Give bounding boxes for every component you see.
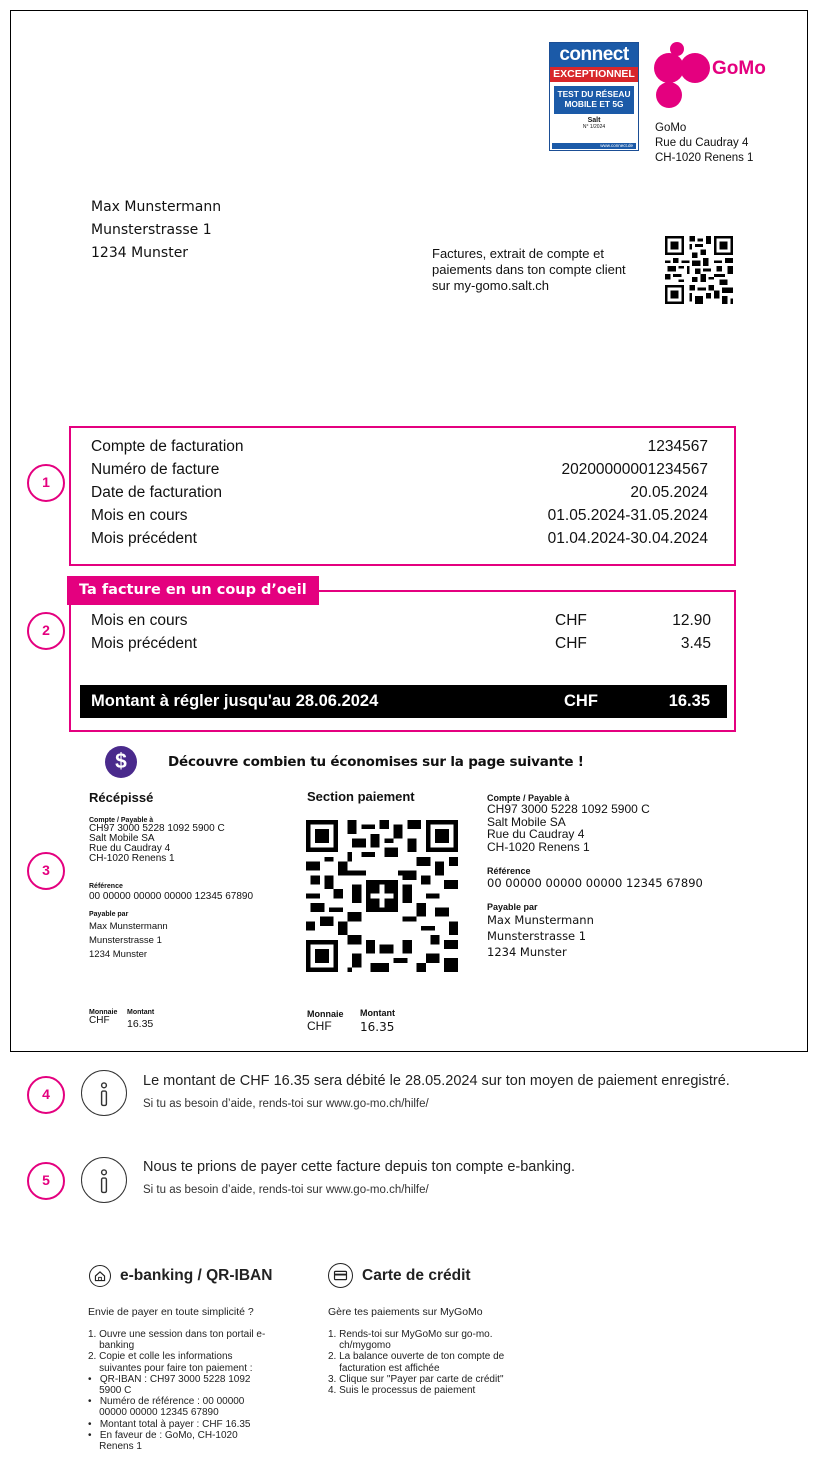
summary-amount: 3.45 bbox=[680, 635, 711, 652]
credit-card-step: 2. La balance ouverte de ton compte de bbox=[328, 1351, 505, 1363]
billing-row bbox=[91, 461, 708, 484]
receipt-account-line: Rue du Caudray 4 bbox=[89, 843, 171, 854]
total-amount: 16.35 bbox=[668, 692, 710, 710]
logo-dot bbox=[680, 53, 710, 83]
marker-5: 5 bbox=[27, 1162, 65, 1200]
badge-brand: connect bbox=[550, 43, 638, 67]
billing-value: 20200000001234567 bbox=[561, 461, 708, 478]
ebanking-step: • QR-IBAN : CH97 3000 5228 1092 bbox=[88, 1373, 251, 1385]
payment-currency bbox=[307, 1009, 344, 1033]
total-label: Montant à régler jusqu'au 28.06.2024 bbox=[91, 692, 379, 710]
billing-value: 01.04.2024-30.04.2024 bbox=[547, 530, 708, 547]
billing-row bbox=[91, 530, 708, 553]
portal-note bbox=[432, 246, 662, 294]
summary-label: Mois en cours bbox=[91, 612, 188, 629]
credit-card-step: facturation est affichée bbox=[328, 1362, 440, 1374]
badge-line2: MOBILE ET 5G bbox=[564, 99, 624, 109]
badge-operator: Salt bbox=[587, 117, 601, 124]
receipt-reference bbox=[89, 883, 253, 902]
recipient-line: 1234 Munster bbox=[91, 245, 189, 261]
payment-currency-label: Monnaie bbox=[307, 1009, 344, 1019]
receipt-account-label: Compte / Payable à bbox=[89, 817, 154, 824]
help-link-text[interactable]: Si tu as besoin d’aide, rends-toi sur www.go-mo.ch/hilfe/ bbox=[143, 1098, 429, 1110]
billing-label: Compte de facturation bbox=[91, 438, 244, 455]
receipt-payer-line: Munsterstrasse 1 bbox=[89, 935, 162, 946]
receipt-amount bbox=[127, 1009, 154, 1030]
badge-tag: EXCEPTIONNEL bbox=[550, 67, 638, 82]
badge-issue: N° 1/2024 bbox=[582, 124, 606, 130]
ebanking-steps bbox=[88, 1329, 265, 1452]
connect-award-badge bbox=[549, 42, 639, 151]
billing-value: 20.05.2024 bbox=[630, 484, 708, 501]
ebanking-step: 1. Ouvre une session dans ton portail e- bbox=[88, 1329, 266, 1340]
payment-payer-line: Munsterstrasse 1 bbox=[487, 929, 587, 943]
summary-row bbox=[91, 635, 711, 658]
badge-line1: TEST DU RÉSEAU bbox=[557, 89, 631, 99]
help-link-text[interactable]: Si tu as besoin d’aide, rends-toi sur www.go-mo.ch/hilfe/ bbox=[143, 1184, 429, 1196]
receipt-ref-value: 00 00000 00000 00000 12345 67890 bbox=[89, 891, 254, 902]
credit-card-steps bbox=[328, 1329, 504, 1396]
recipient-address bbox=[91, 196, 221, 265]
summary-amount: 12.90 bbox=[672, 612, 711, 629]
ebanking-step: • Numéro de référence : 00 00000 bbox=[88, 1396, 245, 1408]
payment-amount bbox=[360, 1008, 395, 1034]
sender-line: GoMo bbox=[655, 122, 687, 134]
billing-row bbox=[91, 438, 708, 461]
portal-note-line: sur my-gomo.salt.ch bbox=[432, 278, 550, 293]
receipt-account-line: Salt Mobile SA bbox=[89, 833, 155, 844]
marker-2: 2 bbox=[27, 612, 65, 650]
info-icon bbox=[81, 1070, 127, 1116]
ebanking-step: • Montant total à payer : CHF 16.35 bbox=[88, 1418, 251, 1430]
credit-card-intro: Gère tes paiements sur MyGoMo bbox=[328, 1306, 483, 1318]
payment-amount-label: Montant bbox=[360, 1008, 395, 1018]
summary-row bbox=[91, 612, 711, 635]
ebanking-title: e-banking / QR-IBAN bbox=[120, 1267, 273, 1284]
sender-line: Rue du Caudray 4 bbox=[655, 137, 749, 149]
ebanking-step: 00000 00000 12345 67890 bbox=[88, 1407, 219, 1419]
credit-card-icon bbox=[328, 1263, 353, 1288]
ebanking-step: banking bbox=[88, 1340, 135, 1352]
ebanking-step: • En faveur de : GoMo, CH-1020 bbox=[88, 1429, 238, 1441]
billing-row bbox=[91, 507, 708, 530]
sender-address bbox=[655, 121, 753, 166]
payment-account-line: CH-1020 Renens 1 bbox=[487, 839, 590, 854]
receipt-currency-value: CHF bbox=[89, 1015, 110, 1026]
receipt-payer bbox=[89, 911, 168, 962]
summary-label: Mois précédent bbox=[91, 635, 197, 652]
total-due-bar bbox=[80, 685, 727, 718]
payment-ref-value: 00 00000 00000 00000 12345 67890 bbox=[487, 876, 703, 890]
credit-card-step: 4. Suis le processus de paiement bbox=[328, 1385, 476, 1397]
logo-text: GoMo bbox=[712, 58, 766, 79]
recipient-line: Max Munstermann bbox=[91, 199, 222, 215]
summary-tab-label: Ta facture en un coup d’oeil bbox=[67, 576, 319, 605]
payment-amount-value: 16.35 bbox=[360, 1020, 395, 1034]
billing-label: Mois en cours bbox=[91, 507, 188, 524]
payment-account-line: CH97 3000 5228 1092 5900 C bbox=[487, 802, 650, 816]
ebanking-step: suivantes pour faire ton paiement : bbox=[88, 1362, 253, 1374]
payment-ref-label: Référence bbox=[487, 866, 531, 876]
billing-details-box bbox=[69, 426, 736, 566]
ebanking-step: Renens 1 bbox=[88, 1441, 142, 1453]
billing-row bbox=[91, 484, 708, 507]
logo-dot bbox=[656, 82, 682, 108]
billing-label: Numéro de facture bbox=[91, 461, 220, 478]
badge-url: www.connect.de bbox=[552, 143, 636, 149]
billing-value: 01.05.2024-31.05.2024 bbox=[547, 507, 708, 524]
credit-card-title: Carte de crédit bbox=[362, 1267, 471, 1284]
billing-label: Date de facturation bbox=[91, 484, 222, 501]
ebanking-step: 5900 C bbox=[88, 1385, 132, 1397]
ebanking-step: 2. Copie et colle les informations bbox=[88, 1351, 233, 1363]
receipt-currency bbox=[89, 1009, 117, 1026]
marker-3: 3 bbox=[27, 852, 65, 890]
receipt-amount-label: Montant bbox=[127, 1009, 155, 1016]
payment-account-label: Compte / Payable à bbox=[487, 793, 570, 803]
receipt-title: Récépissé bbox=[89, 790, 154, 805]
sender-line: CH-1020 Renens 1 bbox=[655, 152, 754, 164]
payment-payer-line: Max Munstermann bbox=[487, 913, 594, 927]
billing-label: Mois précédent bbox=[91, 530, 197, 547]
badge-test bbox=[554, 86, 634, 114]
receipt-account-line: CH-1020 Renens 1 bbox=[89, 853, 175, 864]
receipt-payer-label: Payable par bbox=[89, 911, 129, 918]
receipt-payer-line: 1234 Munster bbox=[89, 949, 148, 960]
summary-box bbox=[69, 590, 736, 732]
receipt-amount-value: 16.35 bbox=[127, 1018, 154, 1030]
dollar-icon: $ bbox=[105, 746, 137, 778]
swiss-qr-code[interactable] bbox=[306, 820, 458, 972]
receipt-ref-label: Référence bbox=[89, 883, 123, 890]
info-icon bbox=[81, 1157, 127, 1203]
marker-1: 1 bbox=[27, 464, 65, 502]
payment-currency-value: CHF bbox=[307, 1019, 332, 1033]
billing-value: 1234567 bbox=[647, 438, 708, 455]
payment-payer-label: Payable par bbox=[487, 902, 538, 912]
total-currency: CHF bbox=[564, 692, 598, 710]
payment-section-title: Section paiement bbox=[307, 789, 415, 804]
debit-info-text: Le montant de CHF 16.35 sera débité le 28.05.2024 sur ton moyen de paiement enregistré. bbox=[143, 1073, 730, 1089]
receipt-account bbox=[89, 817, 225, 864]
recipient-line: Munsterstrasse 1 bbox=[91, 222, 212, 238]
summary-currency: CHF bbox=[555, 612, 587, 629]
payment-payer-line: 1234 Munster bbox=[487, 945, 567, 959]
portal-qr-code[interactable] bbox=[665, 236, 733, 304]
payment-account-line: Salt Mobile SA bbox=[487, 814, 566, 829]
portal-note-line: Factures, extrait de compte et bbox=[432, 246, 604, 261]
summary-currency: CHF bbox=[555, 635, 587, 652]
payment-account-line: Rue du Caudray 4 bbox=[487, 827, 585, 841]
ebanking-intro: Envie de payer en toute simplicité ? bbox=[88, 1306, 254, 1318]
credit-card-step: ch/mygomo bbox=[328, 1340, 391, 1352]
home-icon bbox=[89, 1265, 111, 1287]
receipt-account-line: CH97 3000 5228 1092 5900 C bbox=[89, 823, 225, 834]
ebanking-info-text: Nous te prions de payer cette facture depuis ton compte e-banking. bbox=[143, 1159, 576, 1175]
receipt-payer-line: Max Munstermann bbox=[89, 921, 168, 932]
credit-card-step: 3. Clique sur "Payer par carte de crédit" bbox=[328, 1373, 504, 1385]
gomo-logo bbox=[652, 42, 772, 110]
marker-4: 4 bbox=[27, 1076, 65, 1114]
portal-note-line: paiements dans ton compte client bbox=[432, 262, 626, 277]
credit-card-step: 1. Rends-toi sur MyGoMo sur go-mo. bbox=[328, 1329, 493, 1340]
payment-details bbox=[487, 793, 703, 960]
savings-link-text[interactable]: Découvre combien tu économises sur la page suivante ! bbox=[168, 754, 584, 770]
receipt-currency-label: Monnaie bbox=[89, 1009, 118, 1016]
